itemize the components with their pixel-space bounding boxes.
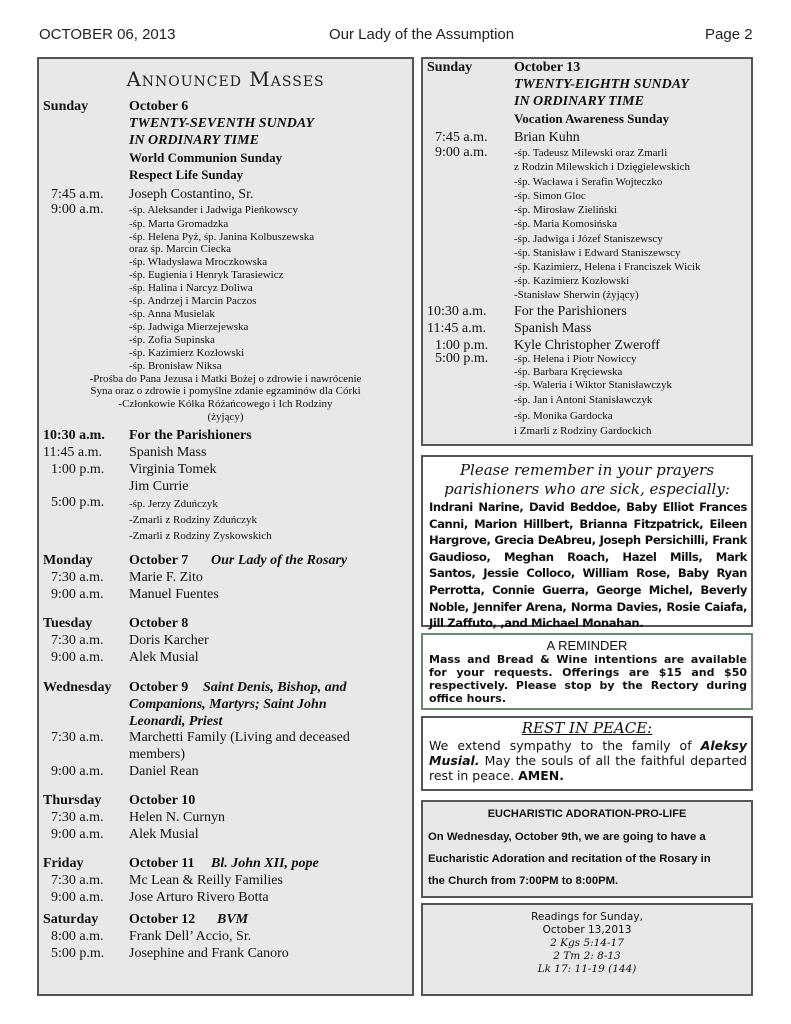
intention-line: -śp. Mirosław Zieliński <box>514 204 617 216</box>
mass-intention: Jim Currie <box>129 479 189 494</box>
feast-line: BVM <box>217 912 249 927</box>
reminder-title: A REMINDER <box>546 638 628 653</box>
intention-line: -śp. Jerzy Zduńczyk <box>129 498 218 510</box>
mass-time: 5:00 p.m. <box>51 495 105 510</box>
announced-masses-panel <box>37 57 414 996</box>
reading-citation: 2 Kgs 5:14-17 <box>550 937 624 949</box>
mass-time: 1:00 p.m. <box>51 462 105 477</box>
mass-time: 8:00 a.m. <box>51 929 104 944</box>
date-label: October 7 <box>129 553 189 568</box>
mass-intention: members) <box>129 747 185 762</box>
rip-title: REST IN PEACE: <box>521 719 653 737</box>
intention-line: -Członkowie Kółka Różańcowego i Ich Rodziny <box>118 398 333 410</box>
reading-citation: Lk 17: 11-19 (144) <box>537 963 637 975</box>
rip-text <box>429 738 747 783</box>
mass-time: 1:00 p.m. <box>435 338 489 353</box>
mass-time: 7:30 a.m. <box>51 730 104 745</box>
feast-line: IN ORDINARY TIME <box>129 133 259 148</box>
mass-intention: Helen N. Curnyn <box>129 810 226 825</box>
intention-line: -śp. Aleksander i Jadwiga Pieńkowscy <box>129 204 298 216</box>
day-label: Thursday <box>43 793 102 808</box>
mass-time: 9:00 a.m. <box>51 827 104 842</box>
intention-line: -Zmarli z Rodziny Zduńczyk <box>129 514 257 526</box>
intention-line: -śp. Stanisław i Edward Staniszewscy <box>514 247 681 259</box>
day-label: Monday <box>43 553 93 568</box>
intention-line: -śp. Helena Pyż, śp. Janina Kolbuszewska <box>129 231 315 243</box>
eucharistic-adoration-panel <box>421 800 753 898</box>
mass-time: 9:00 a.m. <box>51 587 104 602</box>
feast-line: Saint Denis, Bishop, and <box>203 680 347 695</box>
sunday-readings-panel <box>421 903 753 996</box>
feast-line: Companions, Martyrs; Saint John <box>129 697 327 712</box>
day-label: Saturday <box>43 912 99 927</box>
mass-intention: Alek Musial <box>129 650 199 665</box>
intention-line: -śp. Kazimierz Kozłowski <box>129 347 245 359</box>
day-label: Sunday <box>43 99 89 114</box>
feast-line: Leonardi, Priest <box>129 714 223 729</box>
feast-line: TWENTY-SEVENTH SUNDAY <box>129 116 315 131</box>
mass-time: 9:00 a.m. <box>51 764 104 779</box>
mass-time: 9:00 a.m. <box>435 145 488 160</box>
sick-list-title: parishioners who are sick, especially: <box>444 480 730 498</box>
day-label: Wednesday <box>43 680 112 695</box>
page-number: Page 2 <box>705 26 753 43</box>
intention-line: -śp. Maria Komosińska <box>514 218 617 230</box>
intention-line: -śp. Anna Musielak <box>129 308 215 320</box>
readings-title: Readings for Sunday, <box>531 911 643 923</box>
mass-intention: Joseph Costantino, Sr. <box>129 187 254 202</box>
rip-text-b: May the souls of all the faithful departed rest in peace. <box>429 753 747 783</box>
mass-time: 10:30 a.m. <box>427 304 487 319</box>
mass-intention: Mc Lean & Reilly Families <box>129 873 283 888</box>
observance-line: Respect Life Sunday <box>129 167 244 182</box>
deceased-name: Aleksy Musial. <box>429 738 747 768</box>
rip-text-a: We extend sympathy to the family of <box>429 738 701 753</box>
date-label: October 13 <box>514 60 581 75</box>
adoration-line: Eucharistic Adoration and recitation of the Rosary in <box>428 853 711 865</box>
sick-list-title: Please remember in your prayers <box>459 461 715 479</box>
rip-amen: AMEN. <box>518 768 564 783</box>
intention-line: -śp. Wacława i Serafin Wojteczko <box>514 176 663 188</box>
mass-time: 7:30 a.m. <box>51 633 104 648</box>
mass-time: 7:30 a.m. <box>51 810 104 825</box>
masses-title: Announced Masses <box>126 67 325 91</box>
mass-intention: Manuel Fuentes <box>129 587 219 602</box>
mass-time: 7:45 a.m. <box>51 187 104 202</box>
reminder-text: Mass and Bread & Wine intentions are available for your requests. Offerings are $15 and $50 respectively. Please stop by the Rectory during office hours. <box>429 653 747 705</box>
mass-time: 7:30 a.m. <box>51 873 104 888</box>
intention-line: i Zmarli z Rodziny Gardockich <box>514 425 652 437</box>
mass-intention: Virginia Tomek <box>129 462 217 477</box>
feast-line: TWENTY-EIGHTH SUNDAY <box>514 77 689 92</box>
parish-name: Our Lady of the Assumption <box>329 26 515 43</box>
intention-line: -śp. Simon Gloc <box>514 190 586 202</box>
mass-intention: Spanish Mass <box>514 321 592 336</box>
intention-line: -Zmarli z Rodziny Zyskowskich <box>129 530 272 542</box>
mass-time: 11:45 a.m. <box>427 321 486 336</box>
mass-intention: Frank Dell’ Accio, Sr. <box>129 929 252 944</box>
date-label: October 9 <box>129 680 189 695</box>
intention-line: -śp. Waleria i Wiktor Stanisławczyk <box>514 379 673 391</box>
intention-line: oraz śp. Marcin Ciecka <box>129 243 232 255</box>
intention-line: -śp. Jan i Antoni Stanisławczyk <box>514 394 653 406</box>
adoration-text <box>428 826 748 892</box>
intention-line: -śp. Monika Gardocka <box>514 410 613 422</box>
mass-time: 7:30 a.m. <box>51 570 104 585</box>
mass-intention: Marie F. Zito <box>129 570 203 585</box>
intention-line: -Prośba do Pana Jezusa i Matki Bożej o zdrowie i nawrócenie <box>89 373 362 385</box>
day-label: Friday <box>43 856 84 871</box>
intention-line: -śp. Zofia Supinska <box>129 334 215 346</box>
mass-time: 10:30 a.m. <box>43 428 105 443</box>
date-label: October 6 <box>129 99 189 114</box>
sick-names: Indrani Narine, David Beddoe, Baby Elliot Frances Canni, Marion Hillbert, Brianna Fitzpatrick, Eileen Hargrove, Grecia DeAbreu, Joseph Persichilli, Frank Gaudioso, Meghan Roach, Hazel Mills, Mark Santos, Jessie Colloco, William Rose, Baby Ryan Perrotta, Connie Guerra, George Michel, Beverly Noble, Jennifer Arena, Norma Davies, Rosie Caiafa, Jill Zaffuto, ,and Michael Monahan. <box>429 500 747 631</box>
intention-line: -śp. Andrzej i Marcin Paczos <box>129 295 257 307</box>
mass-intention: Kyle Christopher Zweroff <box>514 338 660 353</box>
intention-line: -śp. Barbara Kręciewska <box>514 366 623 378</box>
bulletin-date: OCTOBER 06, 2013 <box>39 26 176 43</box>
reminder-panel <box>421 633 753 710</box>
observance-line: World Communion Sunday <box>129 150 283 165</box>
intention-line: -śp. Helena i Piotr Nowiccy <box>514 353 637 365</box>
mass-time: 9:00 a.m. <box>51 202 104 217</box>
adoration-line: the Church from 7:00PM to 8:00PM. <box>428 875 619 887</box>
feast-line: Bl. John XII, pope <box>211 856 319 871</box>
mass-intention: Daniel Rean <box>129 764 199 779</box>
feast-line: Our Lady of the Rosary <box>211 553 348 568</box>
adoration-title: EUCHARISTIC ADORATION-PRO-LIFE <box>487 808 687 820</box>
adoration-line: On Wednesday, October 9th, we are going to have a <box>428 831 706 843</box>
mass-time: 9:00 a.m. <box>51 890 104 905</box>
readings <box>423 911 751 976</box>
mass-intention: For the Parishioners <box>514 304 627 319</box>
intention-line: -śp. Władysława Mroczkowska <box>129 256 268 268</box>
date-label: October 10 <box>129 793 196 808</box>
mass-intention: Spanish Mass <box>129 445 207 460</box>
mass-intention: Josephine and Frank Canoro <box>129 946 289 961</box>
day-label: Tuesday <box>43 616 93 631</box>
intention-line: -śp. Kazimierz Kozłowski <box>514 275 630 287</box>
intention-line: -śp. Jadwiga i Józef Staniszewscy <box>514 233 663 245</box>
intention-line: -śp. Kazimierz, Helena i Franciszek Wicik <box>514 261 701 273</box>
mass-intention: For the Parishioners <box>129 428 252 443</box>
mass-time: 5:00 p.m. <box>435 351 489 366</box>
mass-intention: Marchetti Family (Living and deceased <box>129 730 350 745</box>
mass-time: 11:45 a.m. <box>43 445 102 460</box>
october-13-masses-panel <box>421 57 753 446</box>
intention-line: Syna oraz o zdrowie i pomyślne zdanie egzaminów dla Córki <box>90 385 361 397</box>
sick-prayer-list-panel <box>421 455 753 631</box>
intention-line: (żyjący) <box>207 411 244 423</box>
intention-line: -śp. Bronisław Niksa <box>129 360 222 372</box>
observance-line: Vocation Awareness Sunday <box>514 111 670 126</box>
intention-line: -Stanisław Sherwin (żyjący) <box>514 289 639 301</box>
date-label: October 11 <box>129 856 195 871</box>
feast-line: IN ORDINARY TIME <box>514 94 644 109</box>
date-label: October 8 <box>129 616 189 631</box>
mass-time: 7:45 a.m. <box>435 130 488 145</box>
date-label: October 12 <box>129 912 196 927</box>
mass-intention: Brian Kuhn <box>514 130 580 145</box>
mass-time: 9:00 a.m. <box>51 650 104 665</box>
intention-line: -śp. Halina i Narcyz Doliwa <box>129 282 253 294</box>
intention-line: -śp. Marta Gromadzka <box>129 218 229 230</box>
intention-line: -śp. Jadwiga Mierzejewska <box>129 321 249 333</box>
reading-citation: 2 Tm 2: 8-13 <box>553 950 621 962</box>
intention-line: z Rodzin Milewskich i Dzięgielewskich <box>514 161 690 173</box>
mass-intention: Alek Musial <box>129 827 199 842</box>
mass-intention: Doris Karcher <box>129 633 209 648</box>
mass-intention: Jose Arturo Rivero Botta <box>129 890 269 905</box>
intention-line: -śp. Eugienia i Henryk Tarasiewicz <box>129 269 284 281</box>
intention-line: -śp. Tadeusz Milewski oraz Zmarli <box>514 147 668 159</box>
readings-date: October 13,2013 <box>542 924 632 936</box>
mass-time: 5:00 p.m. <box>51 946 105 961</box>
rest-in-peace-panel <box>421 716 753 791</box>
day-label: Sunday <box>427 60 473 75</box>
